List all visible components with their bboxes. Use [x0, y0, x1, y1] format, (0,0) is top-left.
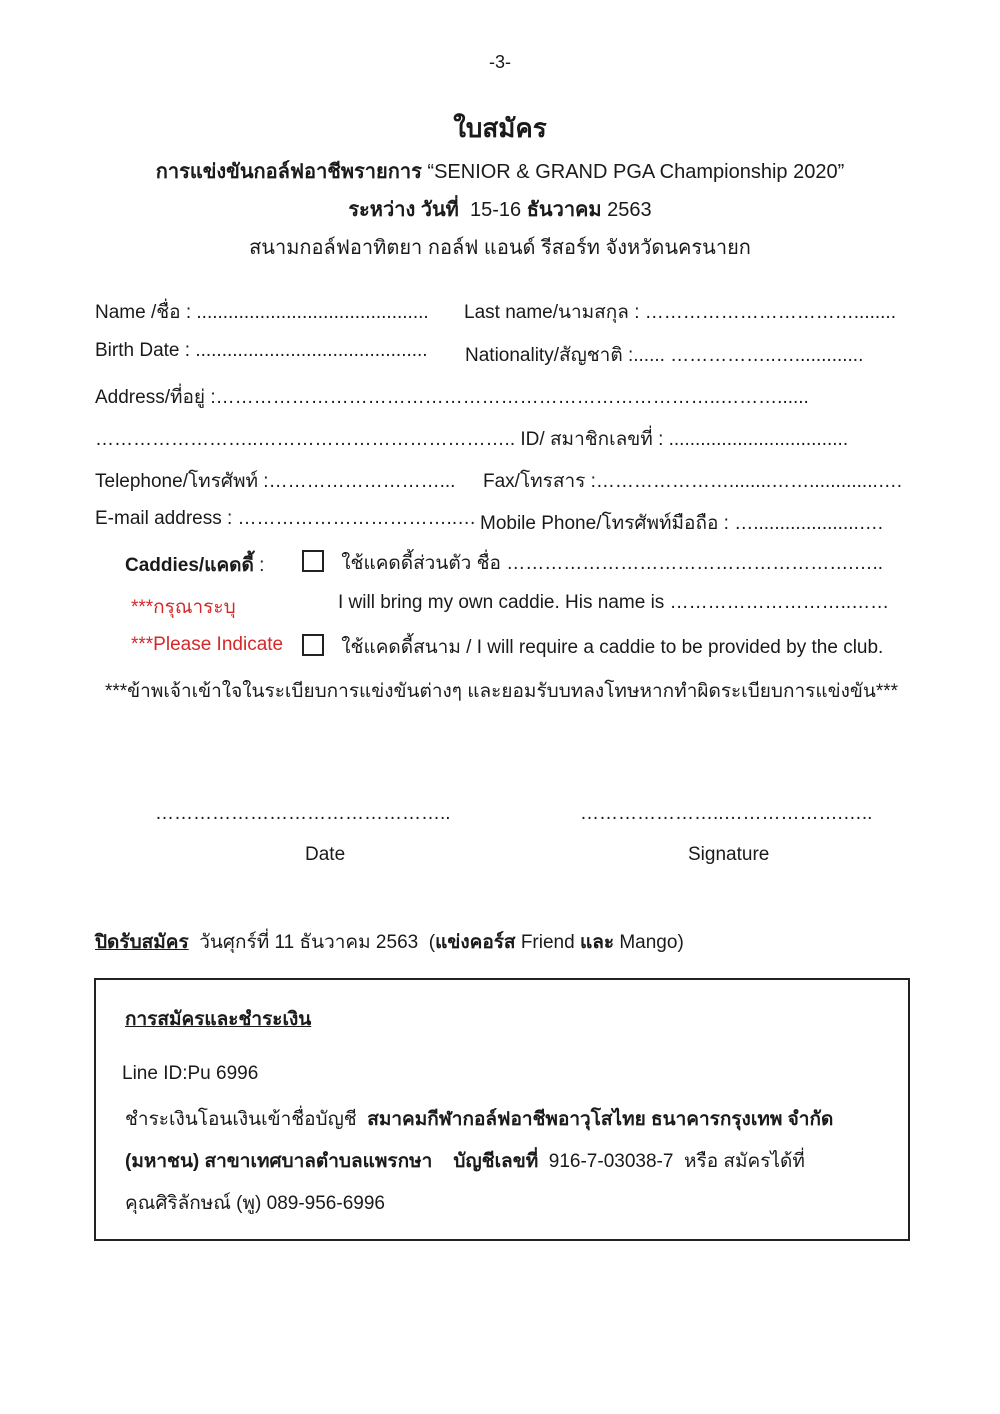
name-field[interactable]: Name /ชื่อ : ............................................ — [95, 302, 429, 323]
caddies-label-text: Caddies/แคดดี้ — [125, 555, 254, 576]
acknowledgement: ***ข้าพเจ้าเข้าใจในระเบียบการแข่งขันต่างๆ และยอมรับบทลงโทษหากทำผิดระเบียบการแข่งขัน*** — [105, 681, 899, 702]
club-caddie-text: ใช้แคดดี้สนาม / I will require a caddie to be provided by the club. — [341, 637, 884, 658]
or-apply: หรือ สมัครได้ที่ — [684, 1151, 805, 1172]
payment-heading: การสมัครและชำระเงิน — [125, 1009, 312, 1030]
subtitle-prefix: การแข่งขันกอล์ฟอาชีพรายการ — [155, 161, 422, 183]
date-label: Date — [305, 844, 346, 865]
date-year: 2563 — [607, 199, 652, 221]
line-id: Line ID:Pu 6996 — [122, 1063, 259, 1084]
signature-label: Signature — [688, 844, 770, 865]
date-days: 15-16 — [469, 199, 522, 221]
own-caddie-name-field[interactable]: I will bring my own caddie. His name is ………………………..…… — [338, 592, 890, 613]
date-prefix: ระหว่าง วันที่ — [348, 199, 459, 221]
please-indicate-note: ***Please Indicate — [131, 634, 284, 655]
club-caddie-checkbox[interactable] — [302, 634, 324, 656]
account-label: บัญชีเลขที่ — [453, 1151, 539, 1172]
contact-line: คุณศิริลักษณ์ (พู) 089-956-6996 — [125, 1193, 385, 1214]
caddies-label — [125, 550, 264, 580]
closing-label: ปิดรับสมัคร — [95, 932, 189, 953]
telephone-field[interactable]: Telephone/โทรศัพท์ :………………………... — [95, 471, 456, 492]
closing-and: และ — [579, 932, 615, 953]
branch-name: (มหาชน) สาขาเทศบาลตำบลแพรกษา — [125, 1151, 433, 1172]
club-caddie-option — [302, 632, 883, 662]
transfer-line — [125, 1104, 833, 1134]
closing-mango: Mango) — [619, 932, 684, 953]
transfer-prefix: ชำระเงินโอนเงินเข้าชื่อบัญชี — [125, 1109, 357, 1130]
closing-paren: ( — [428, 932, 436, 953]
mobile-field[interactable]: Mobile Phone/โทรศัพท์มือถือ : …....................…. — [480, 513, 884, 534]
account-number: 916-7-03038-7 — [548, 1151, 674, 1172]
tournament-name: “SENIOR & GRAND PGA Championship 2020” — [427, 161, 845, 183]
venue: สนามกอล์ฟอาทิตยา กอล์ฟ แอนด์ รีสอร์ท จังหวัดนครนายก — [249, 237, 751, 259]
own-caddie-option — [302, 548, 883, 578]
form-title: ใบสมัคร — [453, 113, 547, 143]
page-number: -3- — [489, 52, 511, 72]
own-caddie-text: ใช้แคดดี้ส่วนตัว ชื่อ ……………………………………………….….. — [341, 553, 884, 574]
account-name: สมาคมกีฬากอล์ฟอาชีพอาวุโสไทย ธนาคารกรุงเทพ จำกัด — [367, 1109, 834, 1130]
signature-line[interactable]: …………………..……………….….. — [580, 803, 873, 824]
closing-friend: Friend — [520, 932, 575, 953]
last-name-field[interactable]: Last name/นามสกุล : ……………………………........ — [464, 302, 896, 323]
subtitle-line-2 — [0, 193, 1000, 225]
closing-date-line — [95, 927, 684, 957]
birth-date-field[interactable]: Birth Date : ............................................ — [95, 340, 428, 361]
subtitle-line-1 — [0, 155, 1000, 187]
caddies-colon: : — [259, 555, 265, 576]
address-id-field[interactable]: ……………………..………………………………….. ID/ สมาชิกเลขที่ : .................................. — [95, 429, 849, 450]
closing-date: วันศุกร์ที่ 11 ธันวาคม 2563 — [199, 932, 419, 953]
please-specify-note: ***กรุณาระบุ — [131, 597, 236, 618]
email-field[interactable]: E-mail address : ……………………………..… — [95, 508, 477, 529]
date-month: ธันวาคม — [526, 199, 602, 221]
date-line[interactable]: ……………………………………….. — [155, 803, 451, 824]
closing-courses: แข่งคอร์ส — [435, 932, 516, 953]
branch-line — [125, 1146, 805, 1176]
fax-field[interactable]: Fax/โทรสาร :…………………........…….............…. — [483, 471, 903, 492]
nationality-field[interactable]: Nationality/สัญชาติ :...... ……………..…............. — [465, 345, 864, 366]
address-field[interactable]: Address/ที่อยู่ :……………………………………………………………………..………...... — [95, 387, 809, 408]
own-caddie-checkbox[interactable] — [302, 550, 324, 572]
